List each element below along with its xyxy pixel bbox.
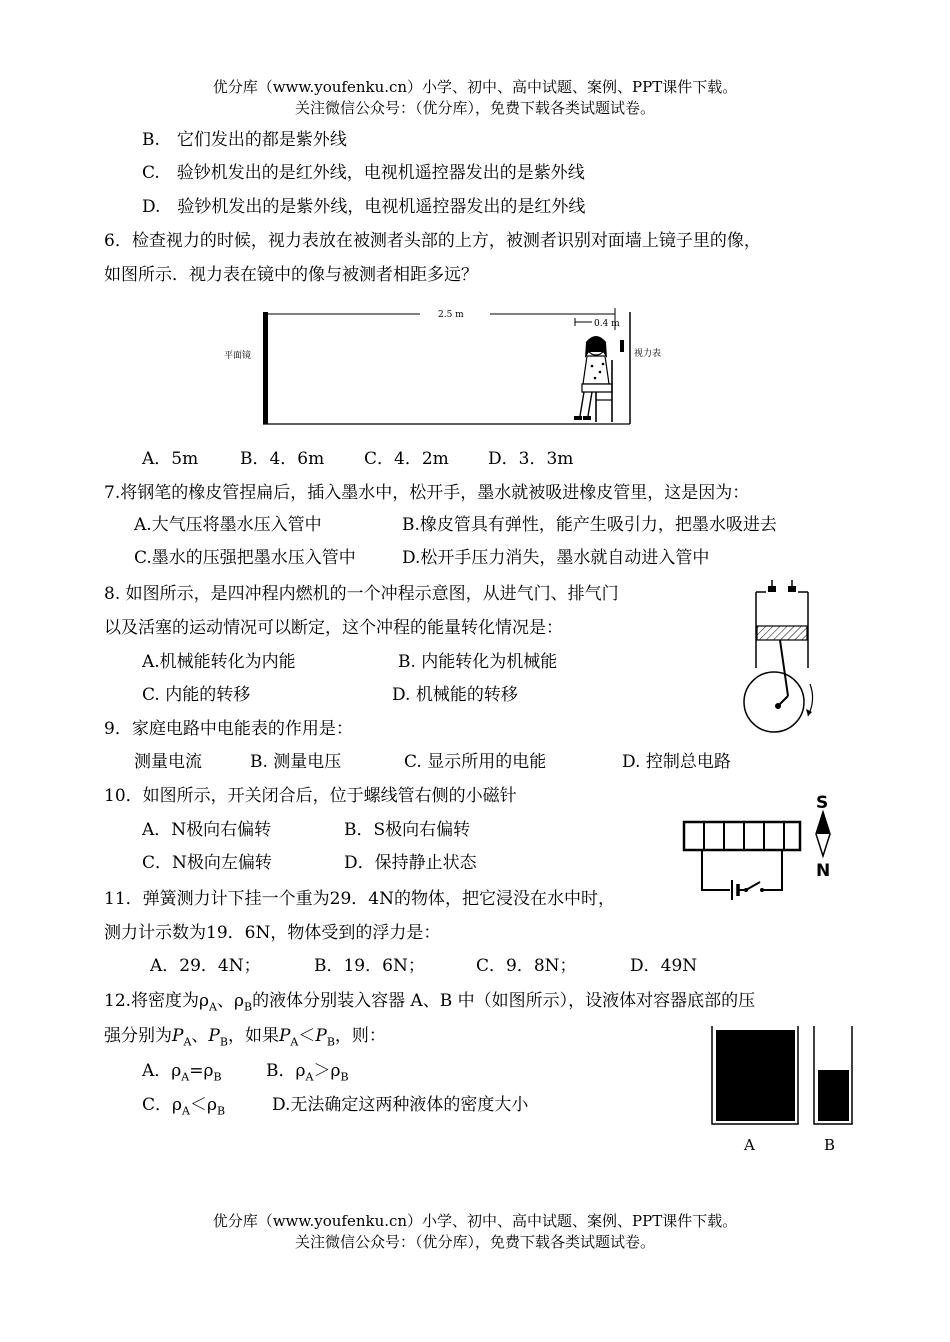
q5-option-c: C. 验钞机发出的是红外线，电视机遥控器发出的是紫外线 (142, 163, 585, 183)
q7-option-a: A.大气压将墨水压入管中 (134, 515, 322, 535)
q10-option-c: C．N极向左偏转 (142, 853, 272, 873)
q10-option-d: D．保持静止状态 (344, 853, 477, 873)
q11-stem-line-2: 测力计示数为19．6N，物体受到的浮力是： (104, 923, 441, 943)
q8-stem-line-1: 8. 如图所示，是四冲程内燃机的一个冲程示意图，从进气门、排气门 (104, 584, 619, 604)
q10-stem: 10．如图所示，开关闭合后，位于螺线管右侧的小磁针 (104, 786, 517, 806)
q7-option-d: D.松开手压力消失，墨水就自动进入管中 (402, 548, 710, 568)
header-line-1: 优分库（www.youfenku.cn）小学、初中、高中试题、案例、PPT课件下载。 (212, 78, 738, 96)
q6-figure-mirror-label: 平面镜 (224, 351, 252, 361)
q8-engine-figure (736, 578, 826, 738)
q9-option-a: 测量电流 (134, 752, 202, 772)
q6-option-a: A．5m (142, 449, 199, 469)
q10-option-a: A．N极向右偏转 (142, 820, 272, 840)
q12-figure-label-b: B (824, 1136, 836, 1154)
q12-figure-label-a: A (744, 1136, 755, 1154)
q6-stem-line-1: 6．检查视力的时候，视力表放在被测者头部的上方，被测者识别对面墙上镜子里的像， (104, 231, 761, 251)
q12-option-d: D.无法确定这两种液体的密度大小 (272, 1095, 529, 1115)
header-line-2: 关注微信公众号：（优分库），免费下载各类试题试卷。 (294, 99, 655, 117)
q11-stem-line-1: 11．弹簧测力计下挂一个重为29．4N的物体，把它浸没在水中时， (104, 889, 615, 909)
q12-containers-figure (706, 1022, 856, 1162)
q12-option-a: A．$\rho_A=\rho_B$ (142, 1061, 222, 1084)
q7-option-c: C.墨水的压强把墨水压入管中 (134, 548, 356, 568)
q8-option-c: C. 内能的转移 (142, 685, 251, 705)
q10-option-b: B．S极向右偏转 (344, 820, 471, 840)
q10-solenoid-figure (680, 786, 840, 906)
q12-option-b: B．$\rho_A>\rho_B$ (266, 1061, 349, 1084)
q12-stem-line-2: 强分别为$P_A$、$P_B$，如果$P_A<P_B$，则： (104, 1026, 386, 1049)
q6-option-c: C．4．2m (364, 449, 449, 469)
q8-option-d: D. 机械能的转移 (392, 685, 518, 705)
q8-stem-line-2: 以及活塞的运动情况可以断定，这个冲程的能量转化情况是： (104, 618, 563, 638)
q11-option-a: A．29．4N； (150, 956, 261, 976)
q6-option-b: B．4．6m (240, 449, 325, 469)
q5-option-b: B. 它们发出的都是紫外线 (142, 130, 347, 150)
q8-option-a: A.机械能转化为内能 (142, 652, 296, 672)
q6-option-d: D．3．3m (488, 449, 574, 469)
q6-figure-dist-small: 0.4 m (594, 319, 620, 329)
q9-option-d: D. 控制总电路 (622, 752, 731, 772)
q6-figure (220, 300, 662, 430)
q10-figure-s-label: S (816, 793, 829, 813)
q11-option-c: C．9．8N； (476, 956, 577, 976)
q5-option-d: D. 验钞机发出的是紫外线，电视机遥控器发出的是红外线 (142, 197, 586, 217)
q12-option-c: C．$\rho_A<\rho_B$ (142, 1095, 226, 1118)
q9-option-c: C. 显示所用的电能 (404, 752, 547, 772)
q11-option-b: B．19．6N； (314, 956, 425, 976)
q11-option-d: D．49N (630, 956, 698, 976)
compass-needle-icon (816, 812, 830, 856)
q12-stem-line-1: 12.将密度为$\rho_A$、$\rho_B$的液体分别装入容器 A、B 中（如图所示），设液体对容器底部的压 (104, 991, 756, 1014)
footer-line-2: 关注微信公众号：（优分库），免费下载各类试题试卷。 (294, 1233, 655, 1251)
q9-option-b: B. 测量电压 (250, 752, 342, 772)
q10-figure-n-label: N (816, 861, 831, 881)
q6-figure-chart-label: 视力表 (634, 349, 662, 359)
q6-stem-line-2: 如图所示．视力表在镜中的像与被测者相距多远？ (104, 265, 478, 285)
q7-stem: 7.将钢笔的橡皮管捏扁后，插入墨水中，松开手，墨水就被吸进橡皮管里，这是因为： (104, 483, 750, 503)
q9-stem: 9．家庭电路中电能表的作用是： (104, 719, 353, 739)
seated-person-icon (574, 336, 612, 422)
q8-option-b: B. 内能转化为机械能 (398, 652, 558, 672)
q6-figure-dist-total: 2.5 m (438, 310, 464, 320)
footer-line-1: 优分库（www.youfenku.cn）小学、初中、高中试题、案例、PPT课件下载。 (212, 1212, 738, 1230)
q7-option-b: B.橡皮管具有弹性，能产生吸引力，把墨水吸进去 (402, 515, 777, 535)
